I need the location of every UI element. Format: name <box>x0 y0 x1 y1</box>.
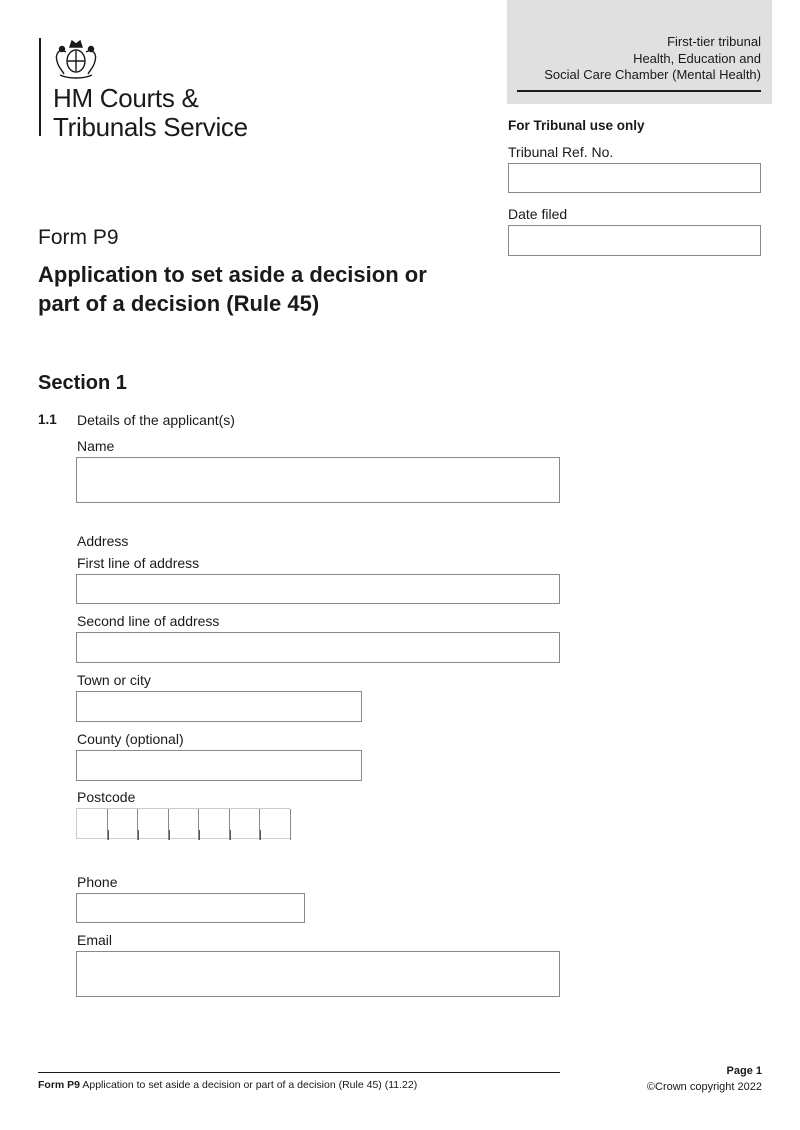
footer-right <box>647 1063 762 1095</box>
form-title <box>38 260 488 318</box>
postcode-char-box[interactable] <box>199 809 230 840</box>
town-label: Town or city <box>77 672 151 688</box>
tribunal-name <box>544 34 761 84</box>
page-number: Page 1 <box>726 1065 762 1077</box>
tribunal-rule <box>517 90 761 92</box>
postcode-char-box[interactable] <box>169 809 200 840</box>
footer-rule <box>38 1072 560 1073</box>
tribunal-line2: Health, Education and <box>633 50 761 66</box>
address-line1-label: First line of address <box>77 555 200 571</box>
form-title-line2: part of a decision (Rule 45) <box>38 291 320 316</box>
org-name <box>53 84 248 142</box>
org-name-line1: HM Courts & <box>53 83 199 113</box>
address-line2-field[interactable] <box>76 632 560 663</box>
royal-crest-icon <box>50 38 102 80</box>
phone-field[interactable] <box>76 893 305 923</box>
name-field[interactable] <box>76 457 560 503</box>
footer-form-reference <box>38 1079 417 1091</box>
name-label: Name <box>77 438 115 454</box>
question-text: Details of the applicant(s) <box>77 412 235 428</box>
footer-form-description: Application to set aside a decision or part of a decision (Rule 45) (11.22) <box>82 1079 418 1091</box>
office-use-heading: For Tribunal use only <box>508 118 645 133</box>
email-field[interactable] <box>76 951 560 997</box>
logo-bar <box>39 38 41 136</box>
address-heading: Address <box>77 533 129 549</box>
county-field[interactable] <box>76 750 362 781</box>
postcode-char-box[interactable] <box>230 809 261 840</box>
postcode-char-box[interactable] <box>108 809 139 840</box>
date-filed-label: Date filed <box>508 206 568 222</box>
org-name-line2: Tribunals Service <box>53 112 248 142</box>
section-title: Section 1 <box>38 372 127 394</box>
county-label: County (optional) <box>77 731 184 747</box>
address-line1-field[interactable] <box>76 574 560 604</box>
tribunal-ref-label: Tribunal Ref. No. <box>508 144 614 160</box>
address-line2-label: Second line of address <box>77 613 220 629</box>
copyright: ©Crown copyright 2022 <box>646 1081 762 1093</box>
town-field[interactable] <box>76 691 362 722</box>
email-label: Email <box>77 932 113 948</box>
form-title-line1: Application to set aside a decision or <box>38 262 427 287</box>
postcode-char-box[interactable] <box>260 809 291 840</box>
postcode-char-box[interactable] <box>138 809 169 840</box>
tribunal-line3: Social Care Chamber (Mental Health) <box>544 67 761 82</box>
postcode-field[interactable] <box>76 808 290 839</box>
form-number: Form P9 <box>38 226 119 249</box>
phone-label: Phone <box>77 874 118 890</box>
tribunal-ref-field[interactable] <box>508 163 761 193</box>
question-number: 1.1 <box>38 412 57 427</box>
postcode-char-box[interactable] <box>77 809 108 840</box>
tribunal-line1: First-tier tribunal <box>667 34 761 49</box>
tribunal-header-box <box>507 0 772 104</box>
date-filed-field[interactable] <box>508 225 761 256</box>
postcode-label: Postcode <box>77 789 136 805</box>
footer-form-number: Form P9 <box>38 1079 81 1091</box>
